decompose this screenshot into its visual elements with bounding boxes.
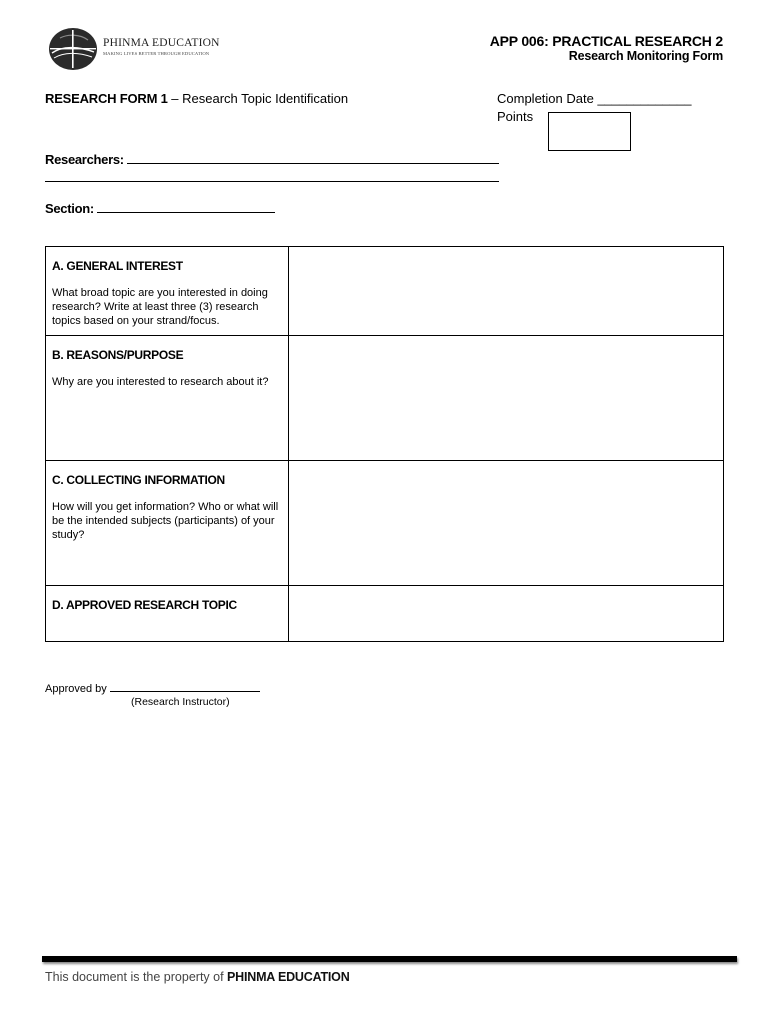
approved-topic-heading: D. APPROVED RESEARCH TOPIC — [52, 598, 237, 612]
footer-brand: PHINMA EDUCATION — [227, 970, 350, 984]
logo-tagline: MAKING LIVES BETTER THROUGH EDUCATION — [103, 51, 210, 56]
completion-date-field[interactable]: Completion Date _____________ — [497, 91, 692, 106]
section-field[interactable] — [45, 201, 275, 216]
points-label: Points — [497, 109, 534, 124]
collecting-information-prompt — [46, 461, 289, 585]
document-code: APP 006: PRACTICAL RESEARCH 2 — [489, 33, 723, 49]
section-label: Section: — [45, 201, 94, 216]
collecting-information-answer[interactable] — [289, 461, 723, 585]
table-row-reasons-purpose — [46, 335, 723, 460]
section-line[interactable] — [97, 201, 275, 213]
footer-prefix: This document is the property of — [45, 970, 228, 984]
points-box[interactable] — [548, 112, 631, 151]
approved-by-line[interactable] — [110, 682, 260, 692]
table-row-approved-topic — [46, 585, 723, 641]
approved-topic-answer[interactable] — [289, 586, 723, 641]
reasons-purpose-answer[interactable] — [289, 336, 723, 460]
researchers-line[interactable] — [127, 152, 499, 164]
researchers-label: Researchers: — [45, 152, 124, 167]
reasons-purpose-question: Why are you interested to research about it? — [52, 376, 269, 388]
approved-topic-prompt — [46, 586, 289, 641]
form-title — [45, 91, 348, 106]
footer-divider — [42, 956, 737, 962]
general-interest-question: What broad topic are you interested in doing research? Write at least three (3) research topics based on your strand/focus. — [52, 287, 268, 327]
collecting-information-question: How will you get information? Who or what will be the intended subjects (participants) of your study? — [52, 501, 279, 541]
logo-emblem-icon — [48, 26, 98, 72]
document-subtitle: Research Monitoring Form — [568, 49, 723, 63]
approved-by-label: Approved by — [45, 683, 107, 695]
form-title-rest: – Research Topic Identification — [167, 91, 349, 106]
reasons-purpose-heading: B. REASONS/PURPOSE — [52, 348, 184, 362]
approved-by-field[interactable] — [45, 682, 260, 695]
phinma-logo — [48, 26, 218, 72]
research-topic-table — [45, 246, 724, 642]
table-row-general-interest — [46, 247, 723, 335]
footer-text — [45, 970, 350, 984]
table-row-collecting-information — [46, 460, 723, 585]
logo-name: PHINMA EDUCATION — [103, 37, 220, 49]
general-interest-answer[interactable] — [289, 247, 723, 335]
collecting-information-heading: C. COLLECTING INFORMATION — [52, 473, 225, 487]
researchers-line-2[interactable] — [45, 181, 499, 182]
instructor-caption: (Research Instructor) — [131, 696, 230, 708]
general-interest-heading: A. GENERAL INTEREST — [52, 259, 183, 273]
researchers-field[interactable] — [45, 152, 499, 167]
form-title-bold: RESEARCH FORM 1 — [45, 91, 168, 106]
general-interest-prompt — [46, 247, 289, 335]
reasons-purpose-prompt — [46, 336, 289, 460]
